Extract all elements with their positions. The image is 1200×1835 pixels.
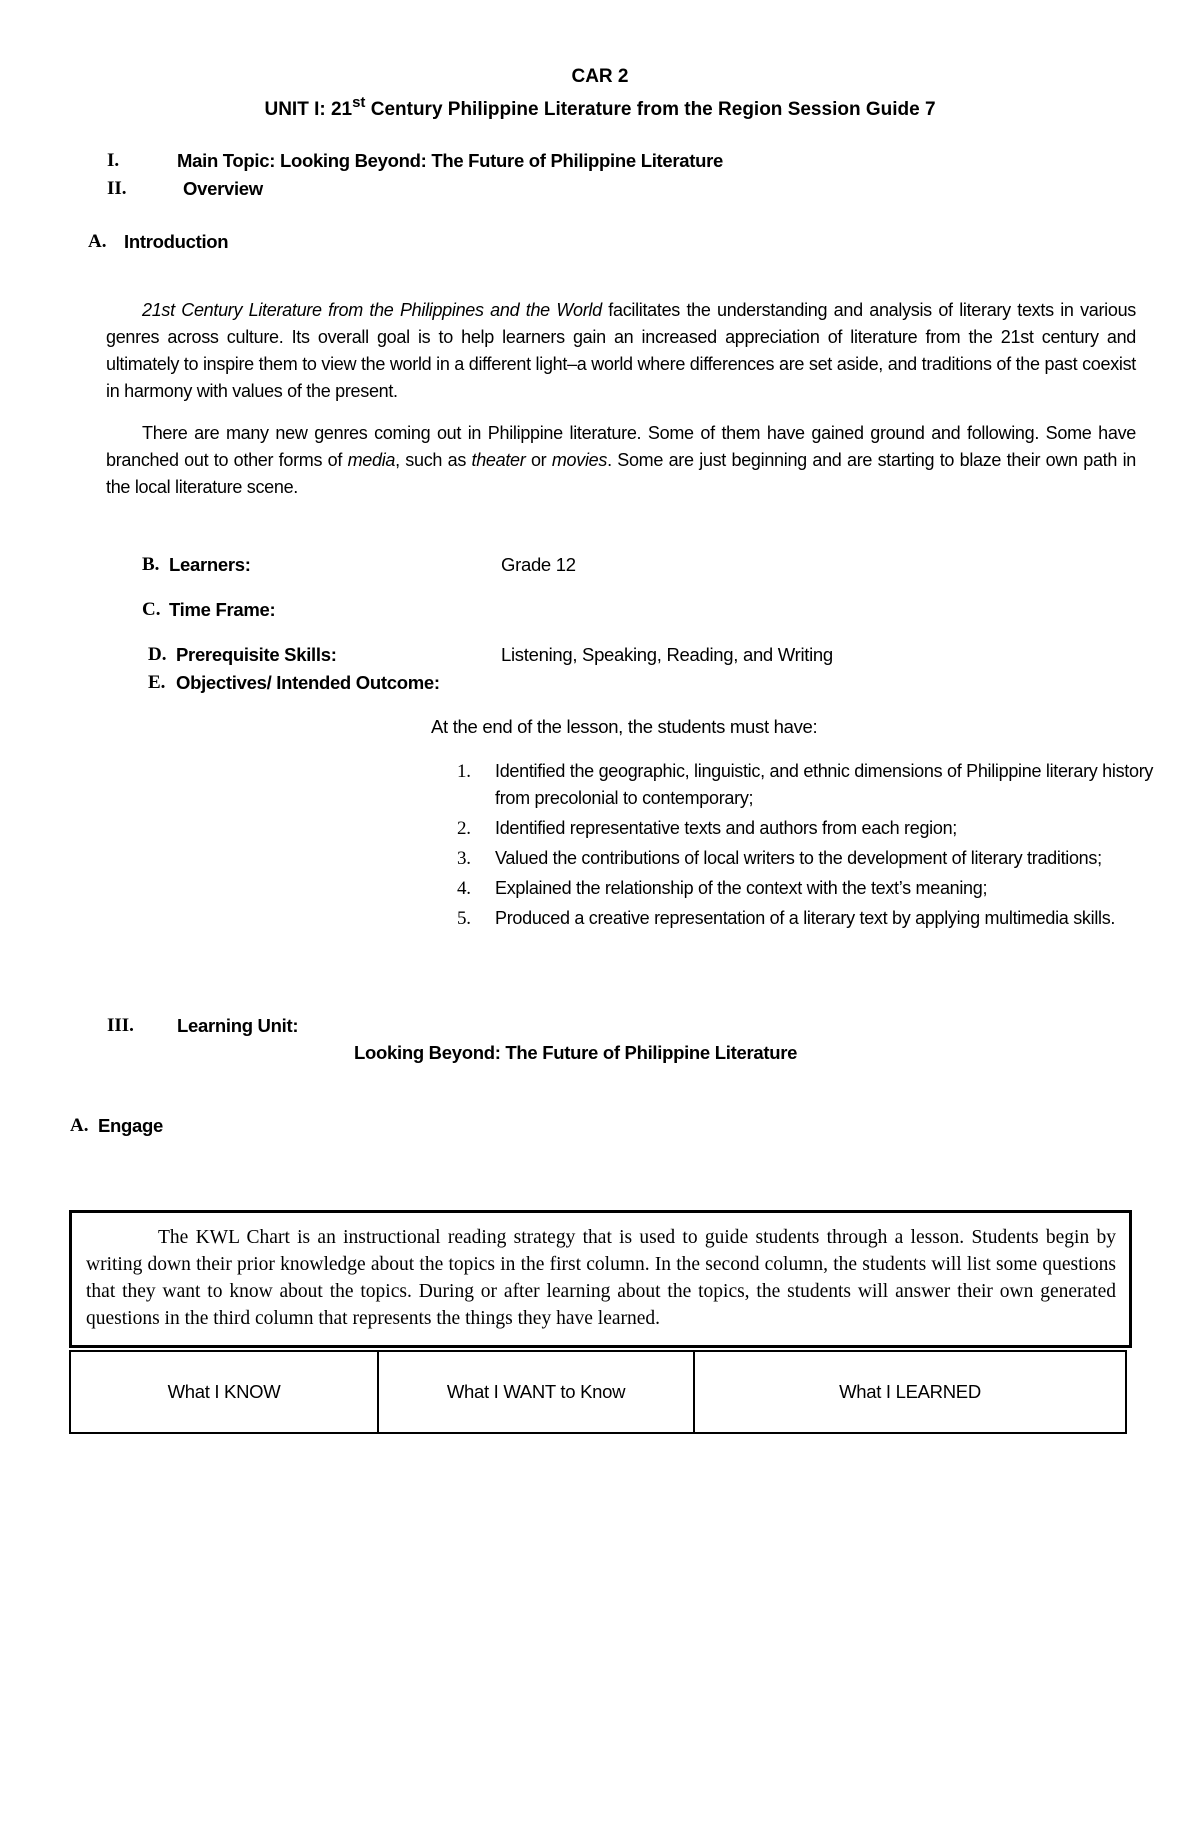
introduction-paragraph-2: [106, 420, 1136, 501]
objective-number: 4.: [457, 878, 471, 899]
learning-unit-label: Learning Unit:: [177, 1015, 299, 1036]
engage-heading: Engage: [98, 1115, 164, 1136]
kwl-column-want: What I WANT to Know: [379, 1352, 695, 1432]
movies-italic: movies: [551, 450, 608, 470]
media-italic: media: [347, 450, 396, 470]
outline-numeral-1: I.: [107, 150, 120, 171]
objectives-letter: E.: [148, 672, 166, 693]
introduction-heading: Introduction: [124, 231, 229, 252]
paragraph-1-text: facilitates the understanding and analysis of literary texts in various genres across culture. Its overall goal is to help learners gain an increased appreciation of literature from the 21st century and ultimately to inspire them to view the world in a different light–a world where differences are set aside, and traditions of the past coexist in harmony with values of the present.: [106, 300, 1136, 401]
time-frame-letter: C.: [142, 599, 161, 620]
learners-label: Learners:: [169, 554, 251, 575]
overview-heading: Overview: [183, 178, 263, 199]
prereq-value: Listening, Speaking, Reading, and Writing: [501, 644, 833, 665]
unit-title-prefix: UNIT I: 21: [264, 99, 353, 120]
objective-text: Produced a creative representation of a literary text by applying multimedia skills.: [495, 908, 1116, 928]
learners-letter: B.: [142, 554, 160, 575]
kwl-column-know: What I KNOW: [71, 1352, 379, 1432]
outline-numeral-2: II.: [107, 178, 127, 199]
objectives-label: Objectives/ Intended Outcome:: [176, 672, 440, 693]
objective-text: Identified the geographic, linguistic, and ethnic dimensions of Philippine literary history from precolonial to contemporary;: [495, 761, 1154, 808]
prereq-label: Prerequisite Skills:: [176, 644, 337, 665]
objective-item: [455, 815, 1155, 842]
theater-italic: theater: [471, 450, 526, 470]
kwl-description: The KWL Chart is an instructional reading strategy that is used to guide students through a lesson. Students begin by writing down their prior knowledge about the topics in the first column. In the second column, the students will list some questions that they want to know about the topics. During or after learning about the topics, the students will answer their own generated questions in the third column that represents the things they have learned.: [86, 1227, 1116, 1329]
kwl-description-box: [69, 1210, 1132, 1348]
document-code: CAR 2: [571, 66, 629, 87]
unit-title-suffix: Century Philippine Literature from the Region Session Guide 7: [365, 99, 936, 120]
objective-number: 5.: [457, 908, 471, 929]
kwl-column-learned: What I LEARNED: [839, 1381, 981, 1402]
objective-item: [455, 905, 1155, 932]
objective-number: 3.: [457, 848, 471, 869]
time-frame-label: Time Frame:: [169, 599, 276, 620]
objective-text: Valued the contributions of local writers to the development of literary traditions;: [495, 848, 1102, 868]
paragraph-2-text-d: . Some are just beginning and are starting to blaze their own path in the local literature scene.: [106, 450, 1136, 497]
introduction-letter: A.: [88, 231, 107, 252]
unit-title-superscript: st: [352, 94, 366, 111]
objective-item: [455, 845, 1155, 872]
learning-unit-title: Looking Beyond: The Future of Philippine Literature: [354, 1042, 798, 1063]
prereq-letter: D.: [148, 644, 167, 665]
engage-letter: A.: [70, 1115, 89, 1136]
paragraph-2-text-c: or: [525, 450, 552, 470]
main-topic: Main Topic: Looking Beyond: The Future of Philippine Literature: [177, 150, 724, 171]
objectives-list: [455, 758, 1155, 935]
introduction-paragraph-1: [106, 297, 1136, 405]
objective-text: Identified representative texts and authors from each region;: [495, 818, 957, 838]
unit-title: [0, 94, 1200, 121]
learning-unit-numeral: III.: [107, 1015, 134, 1036]
paragraph-2-text-b: , such as: [395, 450, 472, 470]
objective-number: 2.: [457, 818, 471, 839]
objective-text: Explained the relationship of the context with the text’s meaning;: [495, 878, 988, 898]
objective-number: 1.: [457, 761, 471, 782]
learners-value: Grade 12: [501, 554, 576, 575]
kwl-chart-header-row: [69, 1350, 1127, 1434]
objective-item: [455, 758, 1155, 812]
objective-item: [455, 875, 1155, 902]
objectives-intro: At the end of the lesson, the students must have:: [431, 716, 818, 737]
course-title-italic: 21st Century Literature from the Philippines and the World: [142, 300, 602, 320]
paragraph-2-text-a: There are many new genres coming out in Philippine literature. Some of them have gained ground and following. Some have branched out to other forms of: [106, 423, 1136, 470]
